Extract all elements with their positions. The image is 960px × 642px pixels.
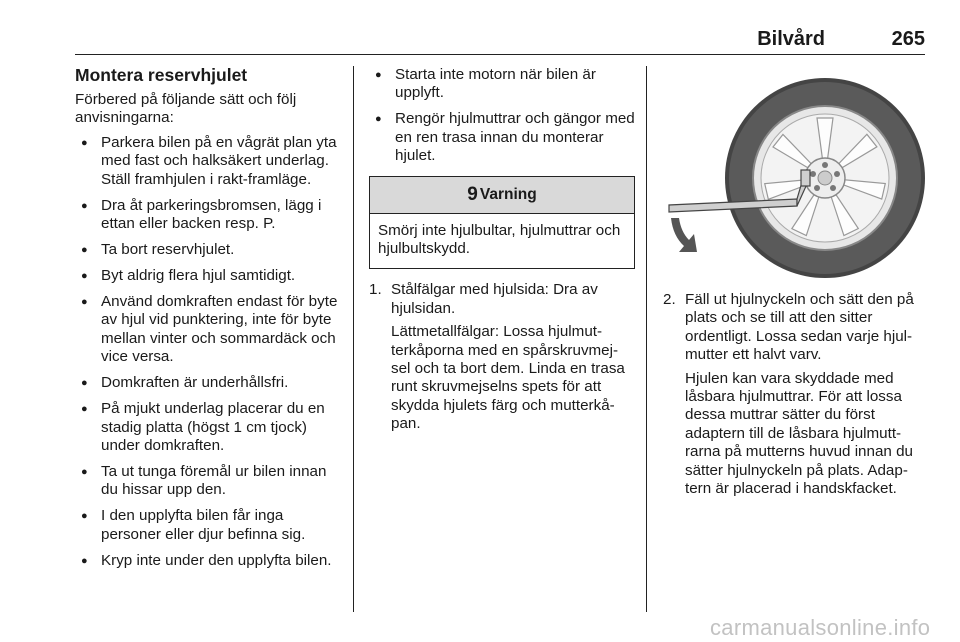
warning-icon: 9: [467, 183, 478, 205]
section-heading: Montera reservhjulet: [75, 65, 248, 85]
list-item: ● I den upplyfta bilen får inga personer eller djur befinna sig.: [75, 507, 345, 544]
list-item: ● Kryp inte under den upplyfta bilen.: [75, 552, 345, 570]
warning-title: Varning: [479, 185, 537, 203]
list-item: ● Parkera bilen på en vågrät plan yta med fast och halksäkert underlag. Ställ framhjulen i rakt-framläge.: [75, 134, 345, 189]
step-text: Fäll ut hjulnyckeln och sätt den på plats och se till att den sitter ordentligt. Lossa sedan varje hjul-mutter ett halvt varv.: [685, 291, 914, 364]
step-text: Hjulen kan vara skyddade med låsbara hjulmuttrar. För att lossa dessa muttrar sätter du först adaptern till de låsbara hjulmutt-rarna på mutterns huvud innan du sätter hjulnyckeln på plats. Adap-tern är placerad i handskfacket.: [685, 369, 913, 498]
list-item: ● Dra åt parkeringsbromsen, lägg i ettan eller backen resp. P.: [75, 197, 345, 234]
steps-list: [369, 281, 635, 433]
intro-text: Förbered på följande sätt och följ anvisningarna:: [75, 91, 297, 127]
column-divider-2: [646, 66, 647, 612]
steps-list-continued: [663, 291, 925, 498]
page-number: 265: [891, 28, 925, 50]
warning-text: Smörj inte hjulbultar, hjulmuttrar och hjulbultskydd.: [378, 221, 621, 258]
column-1: [75, 64, 345, 578]
column-3: [663, 291, 925, 503]
step-1: [369, 281, 635, 433]
wheel-wrench-illustration: [657, 66, 925, 278]
column-divider-1: [353, 66, 354, 612]
list-item: ● Ta ut tunga föremål ur bilen innan du hissar upp den.: [75, 463, 345, 500]
header-rule: [75, 54, 925, 55]
list-item: ● Starta inte motorn när bilen är upplyft.: [369, 66, 635, 103]
step-text: Lättmetallfälgar: Lossa hjulmut-terkåporna med en spårskruvmej-sel och ta bort dem. Linda en trasa runt skruvmejselns spets för att skydda hjulets färg och mutterkå-pan.: [391, 323, 625, 433]
step-number: 1.: [369, 281, 382, 299]
list-item: ● Ta bort reservhjulet.: [75, 241, 345, 259]
warning-title-bar: [370, 177, 634, 214]
page-header: [75, 28, 925, 54]
watermark: carmanualsonline.info: [710, 615, 931, 640]
wheel-hub: [805, 158, 845, 198]
list-item: ● Rengör hjulmuttrar och gängor med en ren trasa innan du monterar hjulet.: [369, 110, 635, 165]
warning-box: [369, 176, 635, 270]
list-item: ● Domkraften är underhållsfri.: [75, 374, 345, 392]
column-2: [369, 66, 635, 439]
list-item: ● Använd domkraften endast för byte av hjul vid punktering, inte för byte mellan vinter och sommardäck och vice versa.: [75, 293, 345, 367]
list-item: ● På mjukt underlag placerar du en stadig platta (högst 1 cm tjock) under domkraften.: [75, 400, 345, 455]
preparation-list: [75, 134, 345, 570]
list-item: ● Byt aldrig flera hjul samtidigt.: [75, 267, 345, 285]
step-text: Stålfälgar med hjulsida: Dra av hjulsidan.: [391, 281, 598, 317]
step-2: [663, 291, 925, 498]
section-title: Bilvård: [757, 28, 825, 50]
step-number: 2.: [663, 291, 676, 308]
rotation-arrow-icon: [671, 218, 697, 252]
safety-list: [369, 66, 635, 166]
